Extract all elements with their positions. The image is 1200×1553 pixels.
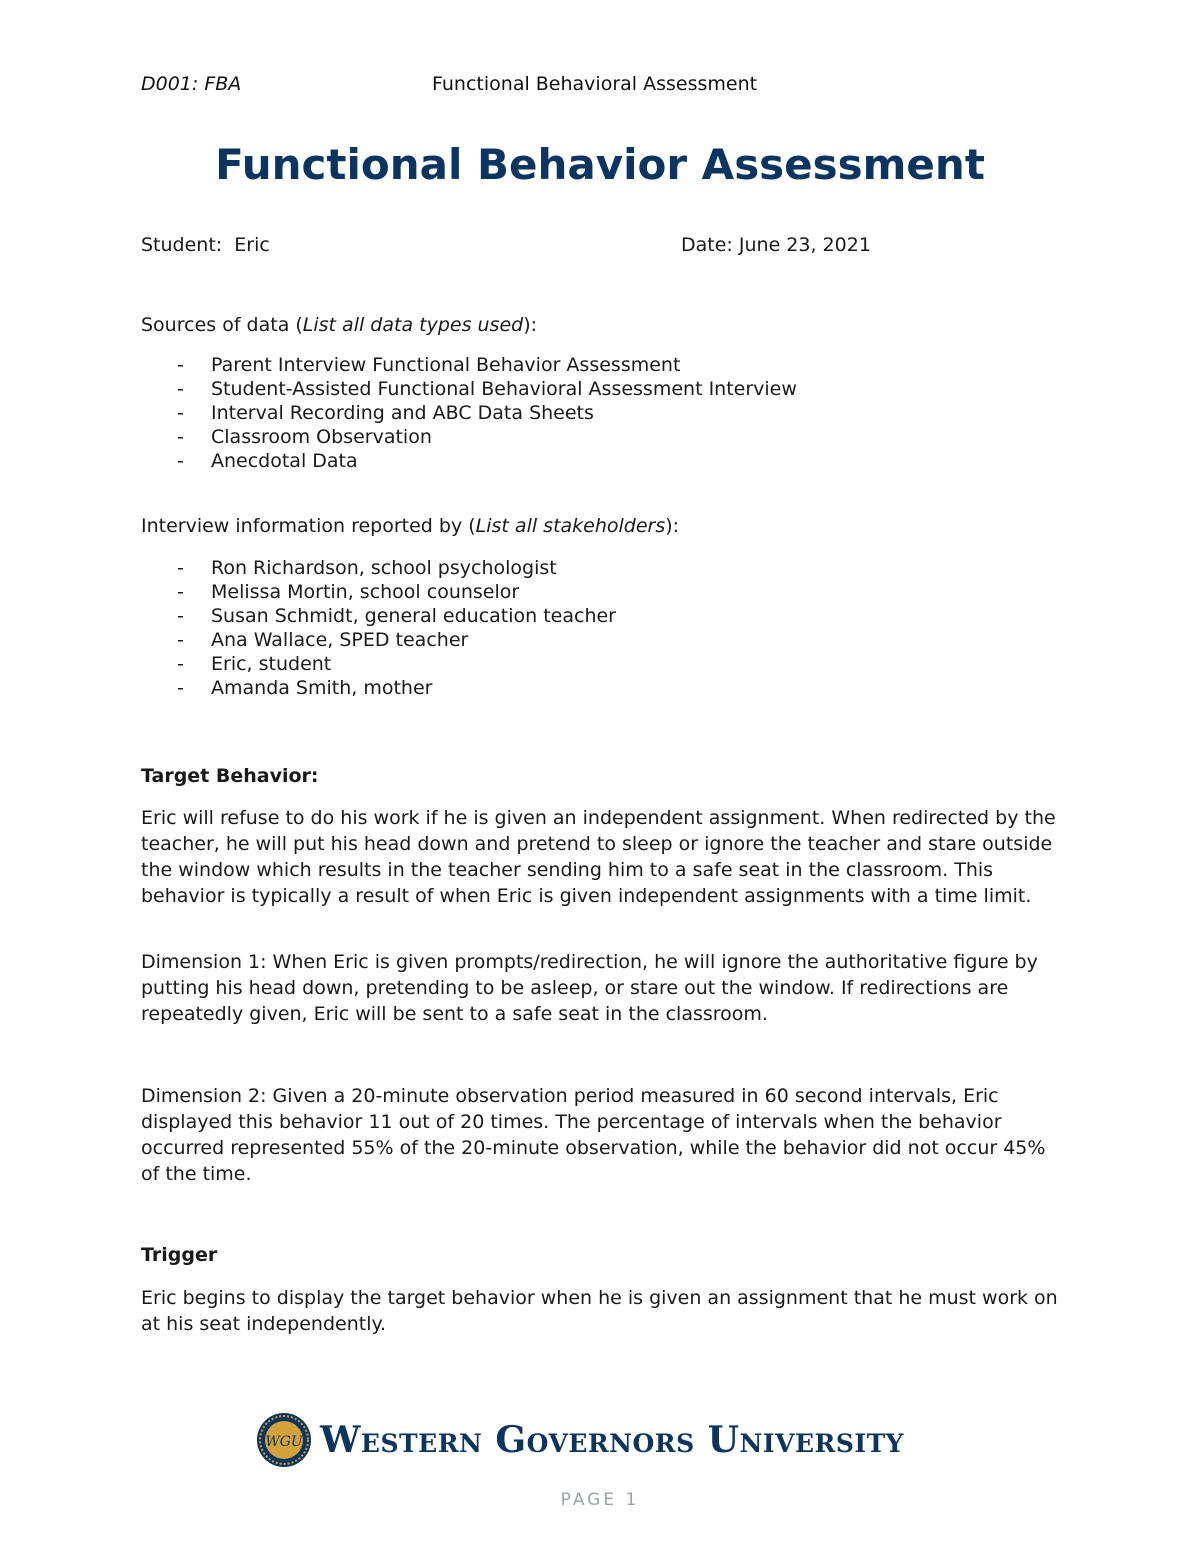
logo-text: Western Governors University — [320, 1419, 905, 1461]
student-name: Eric — [234, 234, 270, 256]
list-item-text: Amanda Smith, mother — [211, 677, 433, 699]
list-item: - Parent Interview Functional Behavior Assessment — [177, 354, 681, 376]
list-item-text: Ron Richardson, school psychologist — [211, 557, 557, 579]
university-logo — [256, 1412, 904, 1468]
list-item: - Eric, student — [177, 653, 332, 675]
interview-lead-prefix: Interview information reported by ( — [141, 515, 476, 537]
sources-lead-italic: List all data types used — [302, 314, 524, 336]
page-title: Functional Behavior Assessment — [215, 140, 985, 189]
student-field — [141, 233, 270, 257]
list-item-text: Classroom Observation — [211, 426, 432, 448]
date-label: Date: — [681, 234, 733, 256]
page-number: PAGE 1 — [560, 1490, 640, 1510]
list-item-text: Anecdotal Data — [211, 450, 358, 472]
list-item-text: Interval Recording and ABC Data Sheets — [211, 402, 594, 424]
list-item-text: Eric, student — [211, 653, 332, 675]
date-value: June 23, 2021 — [738, 234, 871, 256]
list-item: - Ana Wallace, SPED teacher — [177, 629, 469, 651]
sources-lead — [141, 313, 537, 337]
list-item: - Classroom Observation — [177, 426, 432, 448]
wgu-seal-icon — [256, 1412, 312, 1468]
list-item: - Amanda Smith, mother — [177, 677, 433, 699]
trigger-text: Eric begins to display the target behavior when he is given an assignment that he must work on at his seat independently. — [141, 1287, 1058, 1335]
header-doc-title: Functional Behavioral Assessment — [432, 73, 758, 95]
list-item-text: Melissa Mortin, school counselor — [211, 581, 520, 603]
list-item-text: Susan Schmidt, general education teacher — [211, 605, 616, 627]
interview-lead-suffix: ): — [665, 515, 680, 537]
list-item: - Melissa Mortin, school counselor — [177, 581, 520, 603]
list-item-text: Parent Interview Functional Behavior Assessment — [211, 354, 681, 376]
sources-lead-prefix: Sources of data ( — [141, 314, 303, 336]
interview-lead — [141, 514, 679, 538]
date-field — [681, 233, 871, 257]
list-item: - Susan Schmidt, general education teacher — [177, 605, 616, 627]
seal-emblem: WGU — [265, 1434, 303, 1450]
list-item: - Anecdotal Data — [177, 450, 358, 472]
list-item: - Student-Assisted Functional Behavioral Assessment Interview — [177, 378, 797, 400]
list-item: - Ron Richardson, school psychologist — [177, 557, 557, 579]
dimension-1-text: Dimension 1: When Eric is given prompts/redirection, he will ignore the authoritative figure by putting his head down, pretending to be asleep, or stare out the window. If redirections are repeatedly given, Eric will be sent to a safe seat in the classroom. — [141, 951, 1038, 1025]
list-item-text: Student-Assisted Functional Behavioral Assessment Interview — [211, 378, 797, 400]
trigger-heading: Trigger — [141, 1244, 218, 1266]
sources-lead-suffix: ): — [523, 314, 538, 336]
list-item: - Interval Recording and ABC Data Sheets — [177, 402, 594, 424]
header-course-code: D001: FBA — [141, 73, 242, 95]
interview-lead-italic: List all stakeholders — [475, 515, 666, 537]
target-behavior-text: Eric will refuse to do his work if he is given an independent assignment. When redirected by the teacher, he will put his head down and pretend to sleep or ignore the teacher and stare outside the window which results in the teacher sending him to a safe seat in the classroom. This behavior is typically a result of when Eric is given independent assignments with a time limit. — [141, 807, 1056, 907]
sources-list — [177, 353, 797, 473]
student-label: Student: — [141, 234, 223, 256]
dimension-2-text: Dimension 2: Given a 20-minute observation period measured in 60 second intervals, Eric displayed this behavior 11 out of 20 times. The percentage of intervals when the behavior occurred represented 55% of the 20-minute observation, while the behavior did not occur 45% of the time. — [141, 1085, 1046, 1185]
target-behavior-heading: Target Behavior: — [141, 765, 319, 787]
interview-list — [177, 556, 616, 700]
list-item-text: Ana Wallace, SPED teacher — [211, 629, 469, 651]
